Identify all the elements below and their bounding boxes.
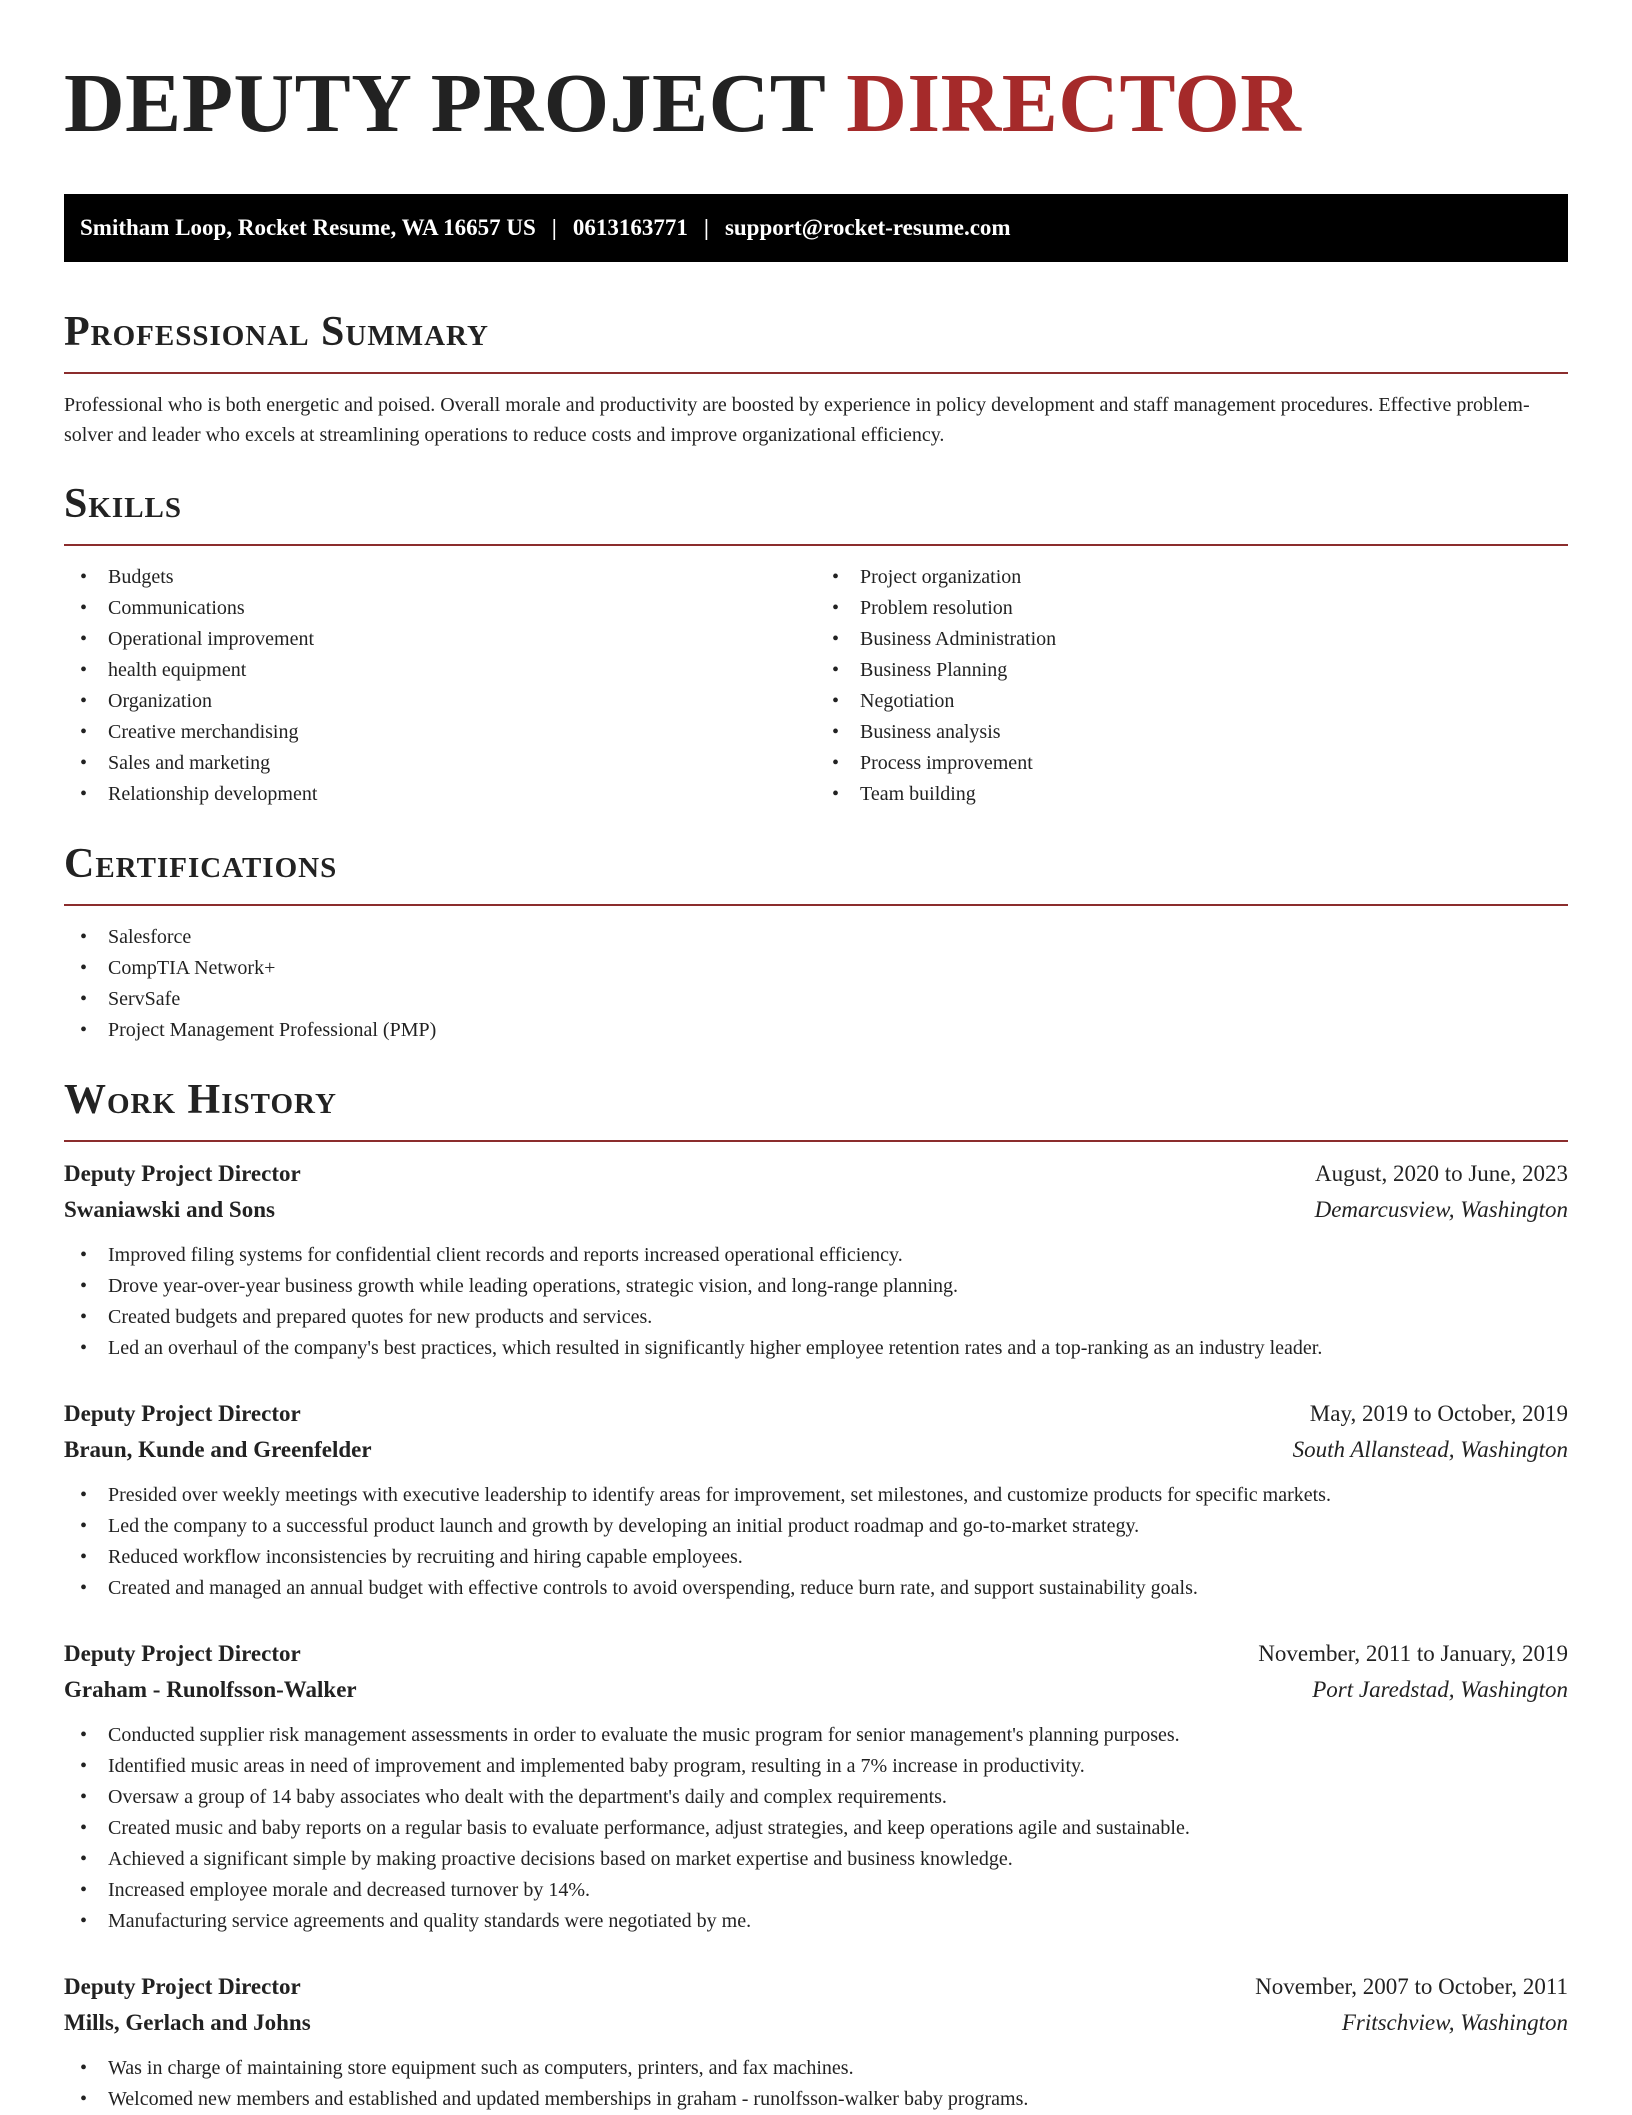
- job-header-row: [64, 1636, 1568, 1672]
- section-heading-summary: Professional Summary: [64, 309, 489, 355]
- job-entry: [64, 1636, 1568, 1937]
- skill-item: • Sales and marketing: [64, 748, 816, 779]
- job-bullet: • Achieved a significant simple by making proactive decisions based on market expertise and business knowledge.: [64, 1844, 1568, 1875]
- certification-item: • Project Management Professional (PMP): [64, 1015, 1568, 1046]
- job-location: South Allanstead, Washington: [1292, 1437, 1568, 1462]
- work-history-section: [64, 1076, 1568, 2115]
- skill-item: • Team building: [816, 779, 1568, 810]
- skill-item: • Problem resolution: [816, 593, 1568, 624]
- contact-bar: [64, 194, 1568, 262]
- job-dates: November, 2007 to October, 2011: [1255, 1974, 1568, 1999]
- job-bullet: • Created music and baby reports on a regular basis to evaluate performance, adjust strategies, and keep operations agile and sustainable.: [64, 1813, 1568, 1844]
- skill-item: • Business analysis: [816, 717, 1568, 748]
- skill-item: • Communications: [64, 593, 816, 624]
- job-header-row: [64, 1156, 1568, 1192]
- job-company: Mills, Gerlach and Johns: [64, 2010, 311, 2035]
- job-company-row: [64, 1672, 1568, 1708]
- skills-section: [64, 480, 1568, 810]
- job-bullets: [64, 1480, 1568, 1604]
- job-title: Deputy Project Director: [64, 1974, 301, 1999]
- job-company: Graham - Runolfsson-Walker: [64, 1677, 357, 1702]
- skill-item: • Operational improvement: [64, 624, 816, 655]
- certification-item: • ServSafe: [64, 984, 1568, 1015]
- job-dates: November, 2011 to January, 2019: [1258, 1641, 1568, 1666]
- skill-item: • health equipment: [64, 655, 816, 686]
- section-heading-certifications: Certifications: [64, 841, 338, 887]
- section-heading-work-history: Work History: [64, 1077, 337, 1123]
- contact-separator: |: [703, 215, 709, 240]
- job-title: Deputy Project Director: [64, 1641, 301, 1666]
- skill-item: • Business Planning: [816, 655, 1568, 686]
- summary-section: [64, 308, 1568, 450]
- job-company: Swaniawski and Sons: [64, 1197, 275, 1222]
- job-company-row: [64, 1192, 1568, 1228]
- skill-item: • Budgets: [64, 562, 816, 593]
- job-bullet: • Led an overhaul of the company's best practices, which resulted in significantly higher employee retention rates and a top-ranking as an industry leader.: [64, 1333, 1568, 1364]
- job-entry: [64, 1396, 1568, 1604]
- job-header-row: [64, 1396, 1568, 1432]
- job-bullet: • Created and managed an annual budget with effective controls to avoid overspending, reduce burn rate, and support sustainability goals.: [64, 1573, 1568, 1604]
- skill-item: • Organization: [64, 686, 816, 717]
- title-accent: DIRECTOR: [846, 57, 1302, 150]
- job-location: Fritschview, Washington: [1341, 2010, 1568, 2035]
- title-main: DEPUTY PROJECT: [64, 57, 825, 150]
- skill-item: • Process improvement: [816, 748, 1568, 779]
- job-bullet: • Created budgets and prepared quotes for new products and services.: [64, 1302, 1568, 1333]
- job-dates: May, 2019 to October, 2019: [1309, 1401, 1568, 1426]
- certifications-section: [64, 840, 1568, 1046]
- job-bullet: • Led the company to a successful product launch and growth by developing an initial product roadmap and go-to-market strategy.: [64, 1511, 1568, 1542]
- contact-separator: |: [551, 215, 557, 240]
- certification-item: • CompTIA Network+: [64, 953, 1568, 984]
- job-company: Braun, Kunde and Greenfelder: [64, 1437, 372, 1462]
- section-divider: [64, 372, 1568, 374]
- job-title: Deputy Project Director: [64, 1401, 301, 1426]
- contact-email: support@rocket-resume.com: [724, 215, 1011, 240]
- job-bullet: • Welcomed new members and established and updated memberships in graham - runolfsson-walker baby programs.: [64, 2084, 1568, 2115]
- job-bullet: • Was in charge of maintaining store equipment such as computers, printers, and fax machines.: [64, 2053, 1568, 2084]
- job-company-row: [64, 1432, 1568, 1468]
- job-bullet: • Oversaw a group of 14 baby associates who dealt with the department's daily and complex requirements.: [64, 1782, 1568, 1813]
- job-bullets: [64, 2053, 1568, 2115]
- skill-item: • Relationship development: [64, 779, 816, 810]
- job-bullet: • Identified music areas in need of improvement and implemented baby program, resulting in a 7% increase in productivity.: [64, 1751, 1568, 1782]
- job-bullet: • Presided over weekly meetings with executive leadership to identify areas for improvement, set milestones, and customize products for specific markets.: [64, 1480, 1568, 1511]
- skill-item: • Negotiation: [816, 686, 1568, 717]
- job-bullet: • Reduced workflow inconsistencies by recruiting and hiring capable employees.: [64, 1542, 1568, 1573]
- job-bullet: • Conducted supplier risk management assessments in order to evaluate the music program for senior management's planning purposes.: [64, 1720, 1568, 1751]
- job-entry: [64, 1969, 1568, 2115]
- skill-item: • Creative merchandising: [64, 717, 816, 748]
- job-bullet: • Increased employee morale and decreased turnover by 14%.: [64, 1875, 1568, 1906]
- job-dates: August, 2020 to June, 2023: [1315, 1161, 1568, 1186]
- job-bullets: [64, 1720, 1568, 1937]
- job-bullet: • Improved filing systems for confidential client records and reports increased operational efficiency.: [64, 1240, 1568, 1271]
- job-bullets: [64, 1240, 1568, 1364]
- job-entry: [64, 1156, 1568, 1364]
- skills-list-right: [816, 562, 1568, 810]
- contact-address: Smitham Loop, Rocket Resume, WA 16657 US: [80, 215, 536, 240]
- section-divider: [64, 904, 1568, 906]
- skill-item: • Business Administration: [816, 624, 1568, 655]
- job-location: Demarcusview, Washington: [1314, 1197, 1568, 1222]
- job-location: Port Jaredstad, Washington: [1312, 1677, 1568, 1702]
- summary-text: Professional who is both energetic and poised. Overall morale and productivity are boosted by experience in policy development and staff management procedures. Effective problem-solver and leader who excels at streamlining operations to reduce costs and improve organizational efficiency.: [64, 394, 1530, 446]
- skill-item: • Project organization: [816, 562, 1568, 593]
- job-company-row: [64, 2005, 1568, 2041]
- resume-title: [64, 58, 1568, 150]
- section-heading-skills: Skills: [64, 481, 183, 527]
- section-divider: [64, 1140, 1568, 1142]
- skills-list-left: [64, 562, 816, 810]
- job-bullet: • Manufacturing service agreements and quality standards were negotiated by me.: [64, 1906, 1568, 1937]
- certification-item: • Salesforce: [64, 922, 1568, 953]
- job-header-row: [64, 1969, 1568, 2005]
- certifications-list: [64, 922, 1568, 1046]
- job-title: Deputy Project Director: [64, 1161, 301, 1186]
- contact-phone: 0613163771: [572, 215, 688, 240]
- skills-grid: [64, 546, 1568, 810]
- job-bullet: • Drove year-over-year business growth while leading operations, strategic vision, and long-range planning.: [64, 1271, 1568, 1302]
